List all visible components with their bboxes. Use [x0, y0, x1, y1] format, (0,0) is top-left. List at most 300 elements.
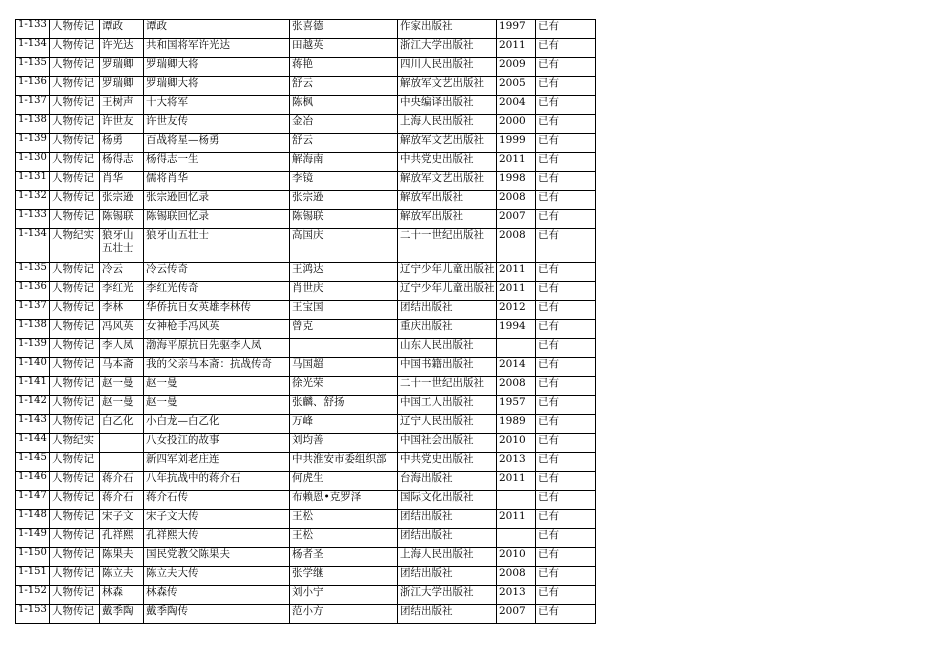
- publisher-cell[interactable]: [398, 358, 497, 377]
- status-cell[interactable]: [536, 58, 596, 77]
- author-cell[interactable]: [290, 339, 398, 358]
- year-cell[interactable]: [497, 453, 536, 472]
- status-cell[interactable]: [536, 491, 596, 510]
- category-cell[interactable]: [50, 453, 100, 472]
- person-cell[interactable]: [100, 396, 144, 415]
- book-title-cell-text: 共和国将军许光达: [146, 39, 230, 51]
- book-title-cell[interactable]: [144, 58, 290, 77]
- person-cell-text: 赵一曼: [102, 396, 134, 408]
- category-cell[interactable]: [50, 39, 100, 58]
- row-number-cell[interactable]: [16, 510, 50, 529]
- category-cell[interactable]: [50, 153, 100, 172]
- person-cell[interactable]: [100, 39, 144, 58]
- publisher-cell[interactable]: [398, 263, 497, 282]
- person-cell[interactable]: [100, 510, 144, 529]
- book-title-cell-text: 赵一曼: [146, 396, 178, 408]
- author-cell[interactable]: [290, 453, 398, 472]
- person-cell-text: 罗瑞卿: [102, 58, 134, 70]
- status-cell[interactable]: [536, 115, 596, 134]
- author-cell[interactable]: [290, 548, 398, 567]
- row-number-cell-text: 1-153: [18, 605, 47, 615]
- status-cell[interactable]: [536, 96, 596, 115]
- category-cell[interactable]: [50, 586, 100, 605]
- publisher-cell[interactable]: [398, 301, 497, 320]
- row-number-cell-text: 1-133: [18, 20, 47, 30]
- book-title-cell[interactable]: [144, 301, 290, 320]
- year-cell[interactable]: [497, 491, 536, 510]
- publisher-cell[interactable]: [398, 172, 497, 191]
- person-cell[interactable]: [100, 472, 144, 491]
- person-cell[interactable]: [100, 491, 144, 510]
- status-cell-text: 已有: [538, 77, 559, 89]
- status-cell[interactable]: [536, 453, 596, 472]
- status-cell[interactable]: [536, 529, 596, 548]
- row-number-cell[interactable]: [16, 529, 50, 548]
- author-cell-text: 徐光荣: [292, 377, 324, 389]
- publisher-cell[interactable]: [398, 229, 497, 263]
- book-title-cell[interactable]: [144, 263, 290, 282]
- author-cell-text: 马国超: [292, 358, 324, 370]
- status-cell-text: 已有: [538, 172, 559, 184]
- year-cell[interactable]: [497, 320, 536, 339]
- year-cell-text: 2011: [499, 39, 526, 51]
- category-cell[interactable]: [50, 301, 100, 320]
- row-number-cell[interactable]: [16, 77, 50, 96]
- row-number-cell[interactable]: [16, 263, 50, 282]
- person-cell[interactable]: [100, 58, 144, 77]
- person-cell[interactable]: [100, 134, 144, 153]
- publisher-cell[interactable]: [398, 153, 497, 172]
- year-cell[interactable]: [497, 396, 536, 415]
- status-cell[interactable]: [536, 605, 596, 624]
- row-number-cell[interactable]: [16, 210, 50, 229]
- person-cell[interactable]: [100, 172, 144, 191]
- category-cell[interactable]: [50, 377, 100, 396]
- publisher-cell[interactable]: [398, 282, 497, 301]
- publisher-cell[interactable]: [398, 586, 497, 605]
- status-cell[interactable]: [536, 434, 596, 453]
- status-cell[interactable]: [536, 20, 596, 39]
- category-cell[interactable]: [50, 58, 100, 77]
- person-cell[interactable]: [100, 320, 144, 339]
- year-cell-text: [499, 491, 533, 509]
- book-title-cell[interactable]: [144, 153, 290, 172]
- publisher-cell[interactable]: [398, 20, 497, 39]
- publisher-cell[interactable]: [398, 415, 497, 434]
- publisher-cell[interactable]: [398, 567, 497, 586]
- book-title-cell[interactable]: [144, 396, 290, 415]
- category-cell[interactable]: [50, 229, 100, 263]
- year-cell-text: 2008: [499, 377, 526, 389]
- year-cell[interactable]: [497, 134, 536, 153]
- author-cell[interactable]: [290, 320, 398, 339]
- person-cell[interactable]: [100, 586, 144, 605]
- book-title-cell[interactable]: [144, 529, 290, 548]
- table-row: [16, 77, 596, 96]
- book-title-cell[interactable]: [144, 115, 290, 134]
- person-cell[interactable]: [100, 415, 144, 434]
- row-number-cell[interactable]: [16, 282, 50, 301]
- year-cell[interactable]: [497, 229, 536, 263]
- row-number-cell[interactable]: [16, 301, 50, 320]
- book-title-cell[interactable]: [144, 229, 290, 263]
- book-title-cell[interactable]: [144, 548, 290, 567]
- row-number-cell[interactable]: [16, 339, 50, 358]
- publisher-cell[interactable]: [398, 472, 497, 491]
- author-cell[interactable]: [290, 172, 398, 191]
- publisher-cell[interactable]: [398, 548, 497, 567]
- publisher-cell-text: 解放军文艺出版社: [400, 134, 484, 146]
- book-title-cell[interactable]: [144, 39, 290, 58]
- table-row: [16, 153, 596, 172]
- book-list-table: [15, 19, 596, 624]
- author-cell[interactable]: [290, 20, 398, 39]
- publisher-cell[interactable]: [398, 510, 497, 529]
- status-cell[interactable]: [536, 586, 596, 605]
- status-cell[interactable]: [536, 301, 596, 320]
- row-number-cell[interactable]: [16, 39, 50, 58]
- year-cell[interactable]: [497, 586, 536, 605]
- status-cell[interactable]: [536, 472, 596, 491]
- author-cell[interactable]: [290, 263, 398, 282]
- publisher-cell[interactable]: [398, 191, 497, 210]
- book-title-cell[interactable]: [144, 510, 290, 529]
- person-cell[interactable]: [100, 115, 144, 134]
- row-number-cell[interactable]: [16, 567, 50, 586]
- publisher-cell-text: 浙江大学出版社: [400, 39, 474, 51]
- publisher-cell[interactable]: [398, 115, 497, 134]
- book-title-cell[interactable]: [144, 20, 290, 39]
- year-cell[interactable]: [497, 172, 536, 191]
- status-cell[interactable]: [536, 377, 596, 396]
- book-title-cell[interactable]: [144, 491, 290, 510]
- book-title-cell[interactable]: [144, 472, 290, 491]
- publisher-cell[interactable]: [398, 339, 497, 358]
- table-row: [16, 358, 596, 377]
- status-cell-text: 已有: [538, 567, 559, 579]
- publisher-cell[interactable]: [398, 320, 497, 339]
- row-number-cell[interactable]: [16, 96, 50, 115]
- publisher-cell[interactable]: [398, 453, 497, 472]
- table-row: [16, 282, 596, 301]
- row-number-cell[interactable]: [16, 20, 50, 39]
- status-cell[interactable]: [536, 77, 596, 96]
- book-title-cell[interactable]: [144, 172, 290, 191]
- row-number-cell-text: 1-138: [18, 115, 47, 125]
- table-row: [16, 172, 596, 191]
- author-cell[interactable]: [290, 472, 398, 491]
- person-cell-text: 冯风英: [102, 320, 134, 332]
- book-title-cell[interactable]: [144, 339, 290, 358]
- category-cell[interactable]: [50, 548, 100, 567]
- table-row: [16, 39, 596, 58]
- person-cell[interactable]: [100, 567, 144, 586]
- author-cell[interactable]: [290, 358, 398, 377]
- book-title-cell[interactable]: [144, 567, 290, 586]
- category-cell[interactable]: [50, 96, 100, 115]
- row-number-cell[interactable]: [16, 396, 50, 415]
- category-cell[interactable]: [50, 320, 100, 339]
- person-cell[interactable]: [100, 96, 144, 115]
- status-cell-text: 已有: [538, 320, 559, 332]
- year-cell[interactable]: [497, 115, 536, 134]
- author-cell[interactable]: [290, 377, 398, 396]
- year-cell[interactable]: [497, 77, 536, 96]
- author-cell[interactable]: [290, 301, 398, 320]
- person-cell[interactable]: [100, 77, 144, 96]
- book-title-cell[interactable]: [144, 210, 290, 229]
- author-cell[interactable]: [290, 210, 398, 229]
- person-cell[interactable]: [100, 282, 144, 301]
- publisher-cell[interactable]: [398, 434, 497, 453]
- publisher-cell[interactable]: [398, 396, 497, 415]
- person-cell[interactable]: [100, 529, 144, 548]
- author-cell[interactable]: [290, 39, 398, 58]
- book-title-cell-text: 张宗逊回忆录: [146, 191, 209, 203]
- author-cell[interactable]: [290, 134, 398, 153]
- status-cell-text: 已有: [538, 472, 559, 484]
- author-cell[interactable]: [290, 229, 398, 263]
- person-cell[interactable]: [100, 548, 144, 567]
- book-title-cell[interactable]: [144, 96, 290, 115]
- author-cell[interactable]: [290, 491, 398, 510]
- status-cell[interactable]: [536, 415, 596, 434]
- category-cell[interactable]: [50, 396, 100, 415]
- book-title-cell-text: 宋子文大传: [146, 510, 199, 522]
- year-cell[interactable]: [497, 301, 536, 320]
- year-cell[interactable]: [497, 529, 536, 548]
- book-title-cell[interactable]: [144, 453, 290, 472]
- person-cell[interactable]: [100, 358, 144, 377]
- year-cell-text: 2011: [499, 153, 526, 165]
- year-cell[interactable]: [497, 210, 536, 229]
- row-number-cell[interactable]: [16, 358, 50, 377]
- category-cell[interactable]: [50, 510, 100, 529]
- book-title-cell[interactable]: [144, 377, 290, 396]
- row-number-cell[interactable]: [16, 605, 50, 624]
- author-cell[interactable]: [290, 529, 398, 548]
- category-cell[interactable]: [50, 77, 100, 96]
- row-number-cell[interactable]: [16, 320, 50, 339]
- row-number-cell[interactable]: [16, 58, 50, 77]
- book-title-cell[interactable]: [144, 605, 290, 624]
- author-cell[interactable]: [290, 415, 398, 434]
- book-title-cell-text: 谭政: [146, 20, 167, 32]
- year-cell[interactable]: [497, 510, 536, 529]
- category-cell[interactable]: [50, 605, 100, 624]
- row-number-cell-text: 1-139: [18, 339, 47, 349]
- status-cell[interactable]: [536, 358, 596, 377]
- year-cell[interactable]: [497, 339, 536, 358]
- publisher-cell[interactable]: [398, 134, 497, 153]
- author-cell[interactable]: [290, 605, 398, 624]
- category-cell[interactable]: [50, 434, 100, 453]
- status-cell[interactable]: [536, 191, 596, 210]
- category-cell-text: 人物传记: [52, 605, 94, 617]
- year-cell[interactable]: [497, 58, 536, 77]
- category-cell-text: 人物传记: [52, 320, 94, 332]
- category-cell[interactable]: [50, 358, 100, 377]
- year-cell[interactable]: [497, 282, 536, 301]
- row-number-cell[interactable]: [16, 377, 50, 396]
- publisher-cell[interactable]: [398, 491, 497, 510]
- status-cell-text: 已有: [538, 115, 559, 127]
- publisher-cell[interactable]: [398, 96, 497, 115]
- year-cell[interactable]: [497, 548, 536, 567]
- author-cell[interactable]: [290, 567, 398, 586]
- row-number-cell[interactable]: [16, 153, 50, 172]
- publisher-cell[interactable]: [398, 39, 497, 58]
- category-cell[interactable]: [50, 263, 100, 282]
- table-row: [16, 453, 596, 472]
- book-title-cell-text: 国民党教父陈果夫: [146, 548, 230, 560]
- status-cell[interactable]: [536, 263, 596, 282]
- row-number-cell[interactable]: [16, 229, 50, 263]
- category-cell[interactable]: [50, 491, 100, 510]
- row-number-cell[interactable]: [16, 453, 50, 472]
- category-cell[interactable]: [50, 210, 100, 229]
- book-title-cell[interactable]: [144, 77, 290, 96]
- category-cell[interactable]: [50, 282, 100, 301]
- publisher-cell-text: 浙江大学出版社: [400, 586, 474, 598]
- author-cell[interactable]: [290, 115, 398, 134]
- table-row: [16, 134, 596, 153]
- category-cell[interactable]: [50, 172, 100, 191]
- publisher-cell[interactable]: [398, 77, 497, 96]
- book-title-cell[interactable]: [144, 320, 290, 339]
- year-cell[interactable]: [497, 96, 536, 115]
- book-title-cell[interactable]: [144, 134, 290, 153]
- book-title-cell[interactable]: [144, 415, 290, 434]
- status-cell-text: 已有: [538, 605, 559, 617]
- publisher-cell[interactable]: [398, 529, 497, 548]
- person-cell[interactable]: [100, 229, 144, 263]
- year-cell[interactable]: [497, 377, 536, 396]
- year-cell[interactable]: [497, 153, 536, 172]
- publisher-cell-text: 台海出版社: [400, 472, 453, 484]
- author-cell[interactable]: [290, 396, 398, 415]
- book-title-cell[interactable]: [144, 191, 290, 210]
- row-number-cell[interactable]: [16, 586, 50, 605]
- person-cell[interactable]: [100, 301, 144, 320]
- author-cell[interactable]: [290, 58, 398, 77]
- category-cell[interactable]: [50, 134, 100, 153]
- person-cell[interactable]: [100, 210, 144, 229]
- category-cell-text: 人物传记: [52, 58, 94, 70]
- book-title-cell[interactable]: [144, 358, 290, 377]
- author-cell[interactable]: [290, 434, 398, 453]
- person-cell[interactable]: [100, 434, 144, 453]
- status-cell-text: 已有: [538, 282, 559, 294]
- row-number-cell[interactable]: [16, 491, 50, 510]
- year-cell[interactable]: [497, 415, 536, 434]
- status-cell[interactable]: [536, 282, 596, 301]
- year-cell[interactable]: [497, 472, 536, 491]
- book-title-cell[interactable]: [144, 282, 290, 301]
- category-cell[interactable]: [50, 567, 100, 586]
- person-cell-text: 赵一曼: [102, 377, 134, 389]
- person-cell[interactable]: [100, 339, 144, 358]
- status-cell[interactable]: [536, 39, 596, 58]
- status-cell[interactable]: [536, 548, 596, 567]
- status-cell[interactable]: [536, 567, 596, 586]
- year-cell-text: 2010: [499, 434, 526, 446]
- publisher-cell[interactable]: [398, 605, 497, 624]
- row-number-cell-text: 1-140: [18, 358, 47, 368]
- author-cell[interactable]: [290, 586, 398, 605]
- year-cell[interactable]: [497, 263, 536, 282]
- row-number-cell[interactable]: [16, 134, 50, 153]
- status-cell[interactable]: [536, 510, 596, 529]
- status-cell[interactable]: [536, 229, 596, 263]
- category-cell[interactable]: [50, 339, 100, 358]
- person-cell[interactable]: [100, 263, 144, 282]
- person-cell[interactable]: [100, 453, 144, 472]
- year-cell[interactable]: [497, 39, 536, 58]
- year-cell[interactable]: [497, 358, 536, 377]
- category-cell[interactable]: [50, 472, 100, 491]
- publisher-cell[interactable]: [398, 377, 497, 396]
- author-cell[interactable]: [290, 153, 398, 172]
- author-cell[interactable]: [290, 191, 398, 210]
- status-cell[interactable]: [536, 339, 596, 358]
- category-cell[interactable]: [50, 115, 100, 134]
- book-title-cell[interactable]: [144, 586, 290, 605]
- status-cell[interactable]: [536, 153, 596, 172]
- author-cell[interactable]: [290, 510, 398, 529]
- year-cell[interactable]: [497, 605, 536, 624]
- row-number-cell[interactable]: [16, 472, 50, 491]
- status-cell[interactable]: [536, 172, 596, 191]
- status-cell[interactable]: [536, 134, 596, 153]
- author-cell[interactable]: [290, 282, 398, 301]
- publisher-cell[interactable]: [398, 210, 497, 229]
- status-cell[interactable]: [536, 396, 596, 415]
- row-number-cell[interactable]: [16, 434, 50, 453]
- row-number-cell[interactable]: [16, 548, 50, 567]
- book-title-cell[interactable]: [144, 434, 290, 453]
- row-number-cell[interactable]: [16, 191, 50, 210]
- person-cell[interactable]: [100, 20, 144, 39]
- year-cell[interactable]: [497, 20, 536, 39]
- category-cell[interactable]: [50, 529, 100, 548]
- author-cell[interactable]: [290, 77, 398, 96]
- row-number-cell-text: 1-132: [18, 191, 47, 201]
- book-title-cell-text: 陈锡联回忆录: [146, 210, 209, 222]
- person-cell[interactable]: [100, 605, 144, 624]
- publisher-cell[interactable]: [398, 58, 497, 77]
- person-cell-text: 戴季陶: [102, 605, 134, 617]
- year-cell[interactable]: [497, 567, 536, 586]
- author-cell-text: 范小方: [292, 605, 324, 617]
- author-cell[interactable]: [290, 96, 398, 115]
- status-cell[interactable]: [536, 210, 596, 229]
- row-number-cell[interactable]: [16, 415, 50, 434]
- category-cell[interactable]: [50, 415, 100, 434]
- person-cell[interactable]: [100, 377, 144, 396]
- category-cell-text: 人物传记: [52, 510, 94, 522]
- row-number-cell[interactable]: [16, 172, 50, 191]
- person-cell[interactable]: [100, 191, 144, 210]
- year-cell[interactable]: [497, 434, 536, 453]
- table-row: [16, 229, 596, 263]
- year-cell[interactable]: [497, 191, 536, 210]
- status-cell[interactable]: [536, 320, 596, 339]
- row-number-cell[interactable]: [16, 115, 50, 134]
- category-cell[interactable]: [50, 191, 100, 210]
- category-cell[interactable]: [50, 20, 100, 39]
- person-cell[interactable]: [100, 153, 144, 172]
